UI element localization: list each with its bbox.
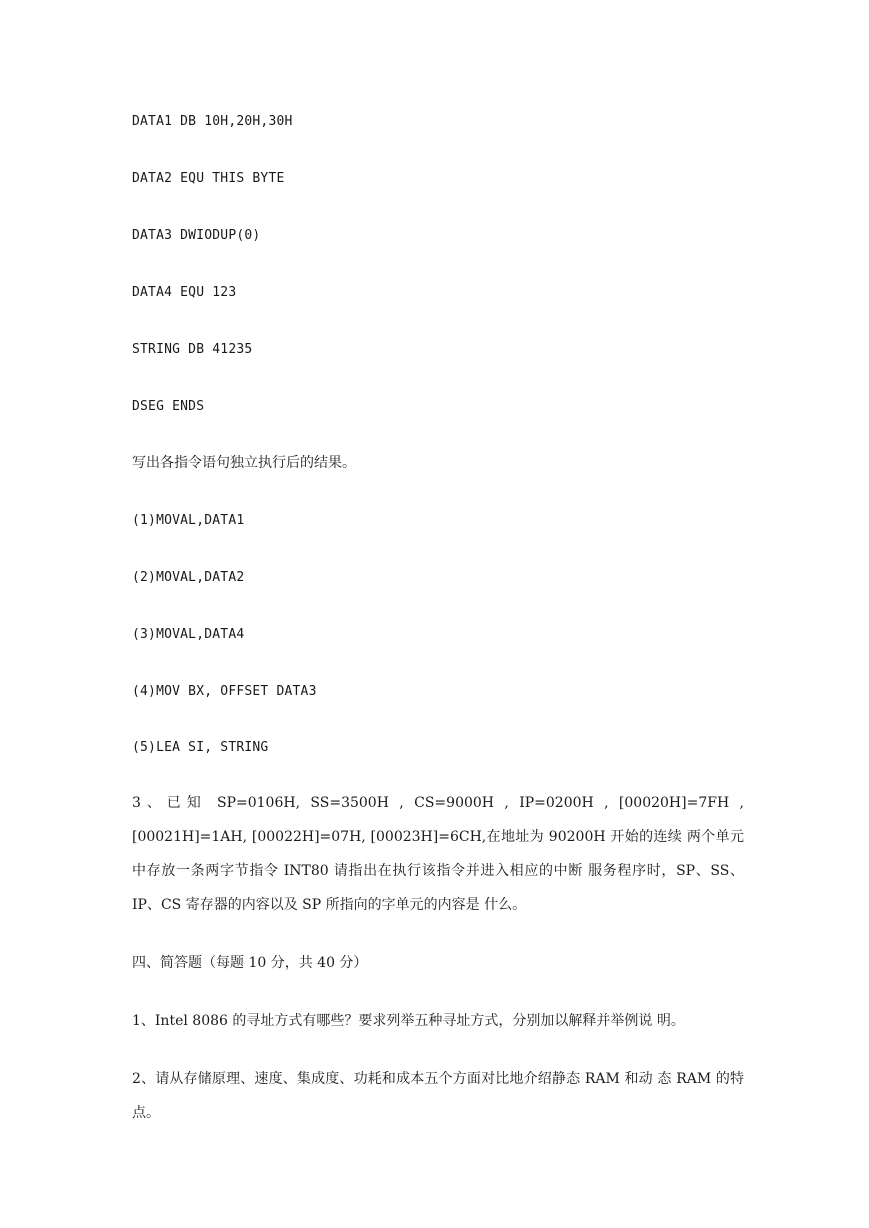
instruction-item: (5)LEA SI, STRING xyxy=(132,740,269,755)
code-line-dseg-ends: DSEG ENDS xyxy=(132,399,205,414)
code-line-data4: DATA4 EQU 123 xyxy=(132,285,237,300)
section-4-question-1: 1、Intel 8086 的寻址方式有哪些？要求列举五种寻址方式，分别加以解释并举例说 明。 xyxy=(132,1013,685,1029)
instruction-item: (1)MOVAL,DATA1 xyxy=(132,513,245,528)
section-4-question-2: 2、请从存储原理、速度、集成度、功耗和成本五个方面对比地介绍静态 RAM 和动 态 RAM 的特点。 xyxy=(132,1071,744,1121)
section-4-heading: 四、简答题（每题 10 分，共 40 分） xyxy=(132,955,368,971)
code-line-data2: DATA2 EQU THIS BYTE xyxy=(132,171,285,186)
instruction-item: (2)MOVAL,DATA2 xyxy=(132,570,245,585)
code-line-data1: DATA1 DB 10H,20H,30H xyxy=(132,114,293,129)
instruction-prompt: 写出各指令语句独立执行后的结果。 xyxy=(132,455,356,471)
code-line-string: STRING DB 41235 xyxy=(132,342,253,357)
code-line-data3: DATA3 DWIODUP(0) xyxy=(132,228,261,243)
instruction-item: (3)MOVAL,DATA4 xyxy=(132,627,245,642)
question-3-paragraph: 3、已知 SP=0106H, SS=3500H , CS=9000H , IP=0200H , [00020H]=7FH , [00021H]=1AH, [00022H]=07H, [00023H]=6CH,在地址为 90200H 开始的连续 两个单元中存放一条两字节指令 INT80 请指出在执行该指令并进入相应的中断 服务程序时，SP、SS、IP、CS 寄存器的内容以及 SP 所指向的字单元的内容是 什么。 xyxy=(132,795,744,913)
instruction-item: (4)MOV BX, OFFSET DATA3 xyxy=(132,684,317,699)
